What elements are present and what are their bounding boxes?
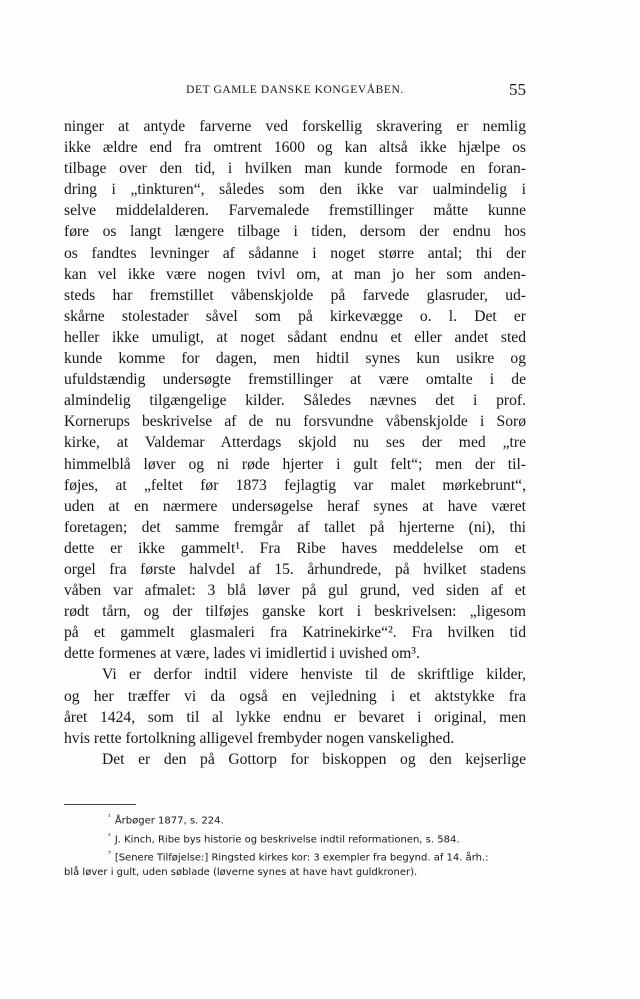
footnote	[64, 810, 526, 829]
text-line: os fandtes levninger af sådanne i noget større antal; thi der	[64, 244, 526, 262]
text-line: våben var afmalet: 3 blå løver på gul grund, ved siden af et	[64, 582, 526, 600]
footnote	[64, 829, 526, 848]
footnote-mark: ²	[108, 831, 111, 840]
text-line: føre os langt længere tilbage i tiden, dersom der endnu hos	[64, 223, 526, 241]
text-line: dette er ikke gammelt¹. Fra Ribe haves meddelelse om et	[64, 539, 526, 557]
text-line: året 1424, som til al lykke endnu er bevaret i original, men	[64, 708, 526, 726]
text-line: kan vel ikke være nogen tvivl om, at man jo her som anden-	[64, 265, 526, 283]
text-line: heller ikke umuligt, at noget sådant endnu et eller andet sted	[64, 328, 526, 346]
text-line: og her træffer vi da også en vejledning i et aktstykke fra	[64, 687, 526, 705]
footnote	[64, 847, 526, 866]
text-line: føjes, at „feltet før 1873 fejlagtig var malet mørkebrunt“,	[64, 476, 526, 494]
text-line: ufuldstændig undersøgte fremstillinger at være omtalte i de	[64, 371, 526, 389]
text-line: dette formenes at være, lades vi imidlertid i uvished om³.	[64, 645, 420, 663]
text-line: kirke, at Valdemar Atterdags skjold nu ses der med „tre	[64, 434, 526, 452]
text-line: Det er den på Gottorp for biskoppen og den kejserlige	[102, 750, 526, 768]
text-line: almindelig tilgængelige kilder. Således nævnes det i prof.	[64, 392, 526, 410]
text-line: Vi er derfor indtil videre henviste til de skriftlige kilder,	[102, 666, 526, 684]
text-line: Kornerups beskrivelse af de nu forsvundne våbenskjolde i Sorø	[64, 413, 526, 431]
footnote-text: Årbøger 1877, s. 224.	[114, 815, 224, 827]
text-line: foretagen; det samme fremgår af tallet på hjerterne (ni), thi	[64, 518, 526, 536]
text-line: tilbage over den tid, i hvilken man kunde formode en foran-	[64, 160, 526, 178]
text-line: hvis rette fortolkning alligevel frembyder nogen vanskelighed.	[64, 729, 455, 747]
body-text	[64, 116, 526, 770]
text-line: på et gammelt glasmaleri fra Katrinekirke“². Fra hvilken tid	[64, 624, 526, 642]
footnote-mark: ¹	[108, 813, 111, 821]
text-line: ikke ældre end fra omtrent 1600 og kan altså ikke hjælpe os	[64, 139, 526, 157]
text-line: himmelblå løver og ni røde hjerter i gult felt“; men der til-	[64, 455, 526, 473]
footnotes	[64, 810, 526, 881]
text-line: rødt tårn, og der tilføjes ganske kort i beskrivelsen: „ligesom	[64, 603, 526, 621]
footnote-text: J. Kinch, Ribe bys historie og beskrivelse indtil reformationen, s. 584.	[114, 834, 460, 846]
page-number: 55	[509, 80, 526, 99]
text-line: selve middelalderen. Farvemalede fremstillinger måtte kunne	[64, 202, 526, 220]
footnote-continuation: blå løver i gult, uden søblade (løverne synes at have havt guldkroner).	[64, 867, 418, 879]
footnote-rule	[64, 804, 136, 805]
text-line: uden at en nærmere undersøgelse heraf synes at have været	[64, 497, 526, 515]
running-title: DET GAMLE DANSKE KONGEVÅBEN.	[186, 84, 404, 96]
footnote-text: [Senere Tilføjelse:] Ringsted kirkes kor: 3 exempler fra begynd. af 14. årh.:	[114, 852, 489, 864]
text-line: kunde komme for dagen, men hidtil synes kun usikre og	[64, 350, 526, 368]
text-line: steds har fremstillet våbenskjolde på farvede glasruder, ud-	[64, 286, 526, 304]
footnote-mark: ³	[108, 850, 111, 859]
text-line: dring i „tinkturen“, således som den ikke var ualmindelig i	[64, 181, 526, 199]
text-line: ninger at antyde farverne ved forskellig skravering er nemlig	[64, 118, 526, 135]
text-line: skårne stolestader såvel som på kirkevægge o. l. Det er	[64, 307, 526, 325]
text-line: orgel fra første halvdel af 15. århundrede, på hvilket stadens	[64, 560, 526, 578]
running-header	[64, 80, 526, 102]
